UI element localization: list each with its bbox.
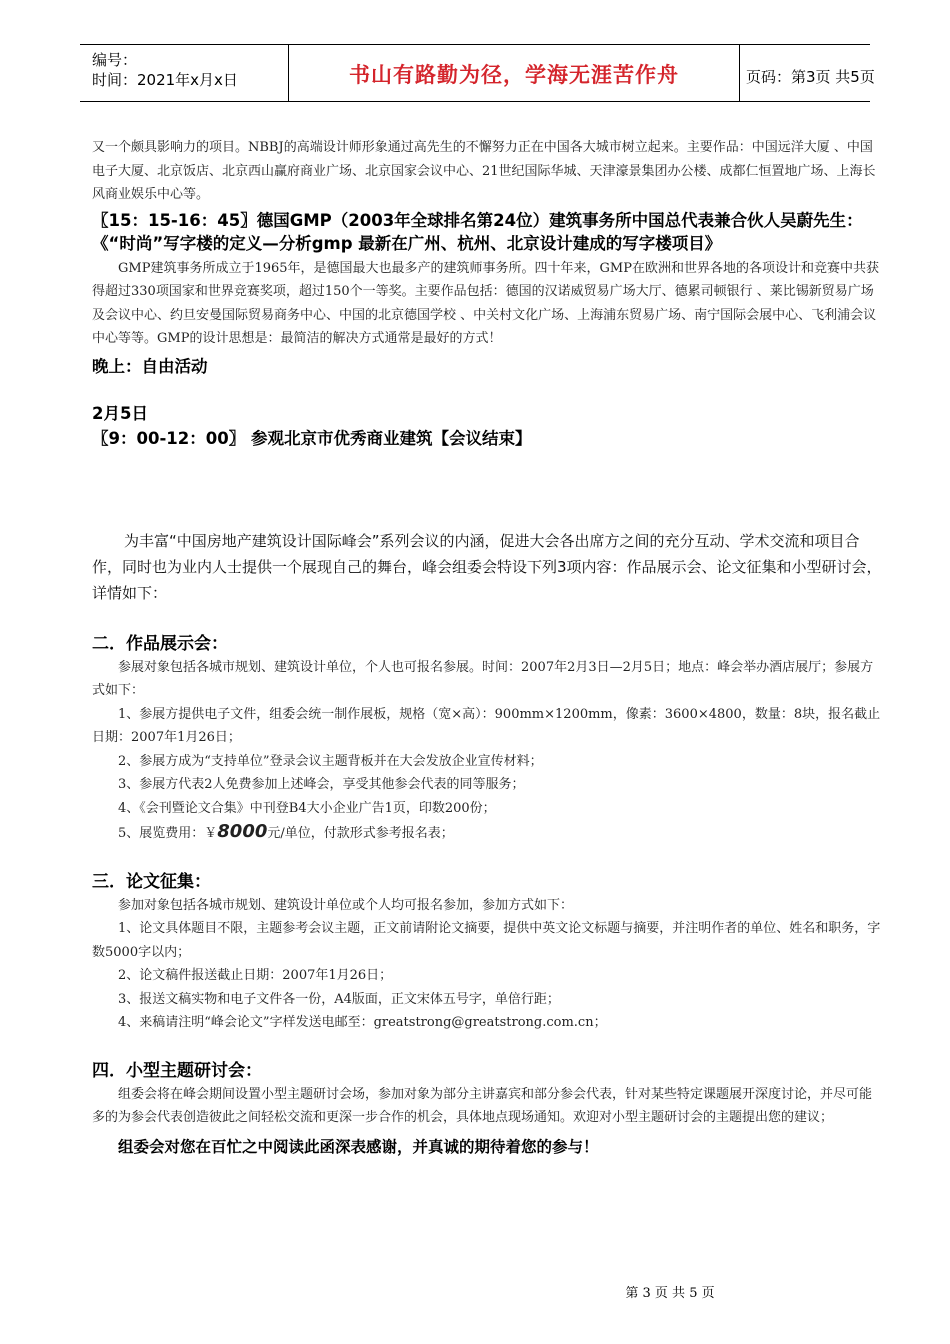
header-page-cell [740, 45, 875, 101]
papers-item: 2、论文稿件报送截止日期：2007年1月26日； [118, 968, 393, 983]
header-meta-cell [80, 45, 289, 101]
fee-amount: 8000 [217, 821, 268, 842]
exhibition-fee-item [92, 820, 882, 846]
document-number-label: 编号： [92, 51, 138, 69]
thanks-note: 组委会对您在百忙之中阅读此函深表感谢，并真诚的期待着您的参与！ [118, 1137, 599, 1156]
intro-paragraph: 又一个颇具影响力的项目。NBBJ的高端设计师形象通过高先生的不懈努力正在中国各大城市树立起来。主要作品：中国远洋大厦 、中国电子大厦、北京饭店、北京西山赢府商业广场、北京国家会议中心、21世纪国际华城、天津濠景集团办公楼、成都仁恒置地广场、上海长风商业娱乐中心等。 [92, 140, 876, 202]
papers-item: 4、来稿请注明“峰会论文”字样发送电邮至：greatstrong@greatstrong.com.cn； [118, 1015, 607, 1030]
section-exhibition-intro: 参展对象包括各城市规划、建筑设计单位，个人也可报名参展。时间：2007年2月3日—2月5日；地点：峰会举办酒店展厅；参展方式如下： [92, 659, 874, 698]
document-body [92, 136, 882, 1160]
papers-item: 3、报送文稿实物和电子文件各一份，A4版面，正文宋体五号字，单倍行距； [118, 991, 560, 1007]
header-motto-cell [289, 45, 740, 101]
section-exhibition-title: 二．作品展示会： [92, 633, 228, 654]
section-seminar-title: 四．小型主题研讨会： [92, 1060, 262, 1081]
fee-prefix: 5、展览费用：￥ [118, 826, 218, 841]
section-seminar-intro: 组委会将在峰会期间设置小型主题研讨会场，参加对象为部分主讲嘉宾和部分参会代表，针对某些特定课题展开深度讨论，并尽可能多的为参会代表创造彼此之间轻松交流和更深一步合作的机会，具体地点现场通知。欢迎对小型主题研讨会的主题提出您的建议； [92, 1086, 873, 1125]
exhibition-item: 4、《会刊暨论文合集》中刊登B4大小企业广告1页，印数200份； [118, 800, 496, 816]
papers-item: 1、论文具体题目不限，主题参考会议主题，正文前请附论文摘要，提供中英文论文标题与摘要，并注明作者的单位、姓名和职务，字数5000字以内； [92, 921, 881, 960]
session-title: 〖15：15-16：45〗德国GMP（2003年全球排名第24位）建筑事务所中国总代表兼合伙人吴蔚先生：《“时尚”写字楼的定义—分析gmp 最新在广州、杭州、北京设计建成的写字楼项目》 [92, 210, 863, 253]
section-papers-title: 三．论文征集： [92, 871, 211, 892]
gmp-paragraph: GMP建筑事务所成立于1965年，是德国最大也最多产的建筑师事务所。四十年来，GMP在欧洲和世界各地的各项设计和竞赛中共获得超过330项国家和世界竞赛奖项，超过150个一等奖。主要作品包括：德国的汉诺威贸易广场大厅、德累司顿银行 、莱比锡新贸易广场及会议中心、约旦安曼国际贸易商务中心、中国的北京德国学校 、中关村文化广场、上海浦东贸易广场、南宁国际会展中心、飞利浦会议中心等等。GMP的设计思想是：最简洁的解决方式通常是最好的方式！ [92, 260, 879, 346]
header-motto: 书山有路勤为径，学海无涯苦作舟 [349, 63, 679, 87]
section-papers-intro: 参加对象包括各城市规划、建筑设计单位或个人均可报名参加，参加方式如下： [118, 897, 574, 913]
fee-suffix: 元/单位，付款形式参考报名表； [267, 826, 454, 841]
exhibition-item: 2、参展方成为“支持单位”登录会议主题背板并在大会发放企业宣传材料； [118, 753, 543, 769]
page-footer: 第 3 页 共 5 页 [625, 1286, 715, 1301]
purpose-paragraph: 为丰富“中国房地产建筑设计国际峰会”系列会议的内涵，促进大会各出席方之间的充分互动、学术交流和项目合作，同时也为业内人士提供一个展现自己的舞台，峰会组委会特设下列3项内容：作品展示会、论文征集和小型研讨会，详情如下： [92, 531, 882, 602]
date-heading: 2月5日 [92, 403, 148, 423]
exhibition-item: 1、参展方提供电子文件，组委会统一制作展板，规格（宽×高）：900mm×1200mm，像素：3600×4800，数量：8块，报名截止日期：2007年1月26日； [92, 706, 881, 745]
header-page-number: 页码：第3页 共5页 [746, 68, 875, 86]
page-header [80, 44, 875, 102]
exhibition-item: 3、参展方代表2人免费参加上述峰会，享受其他参会代表的同等服务； [118, 777, 525, 792]
evening-schedule: 晚上：自由活动 [92, 356, 208, 376]
document-time-label: 时间：2021年x月x日 [92, 71, 238, 89]
closing-session: 〖9：00-12：00〗 参观北京市优秀商业建筑【会议结束】 [92, 428, 532, 448]
